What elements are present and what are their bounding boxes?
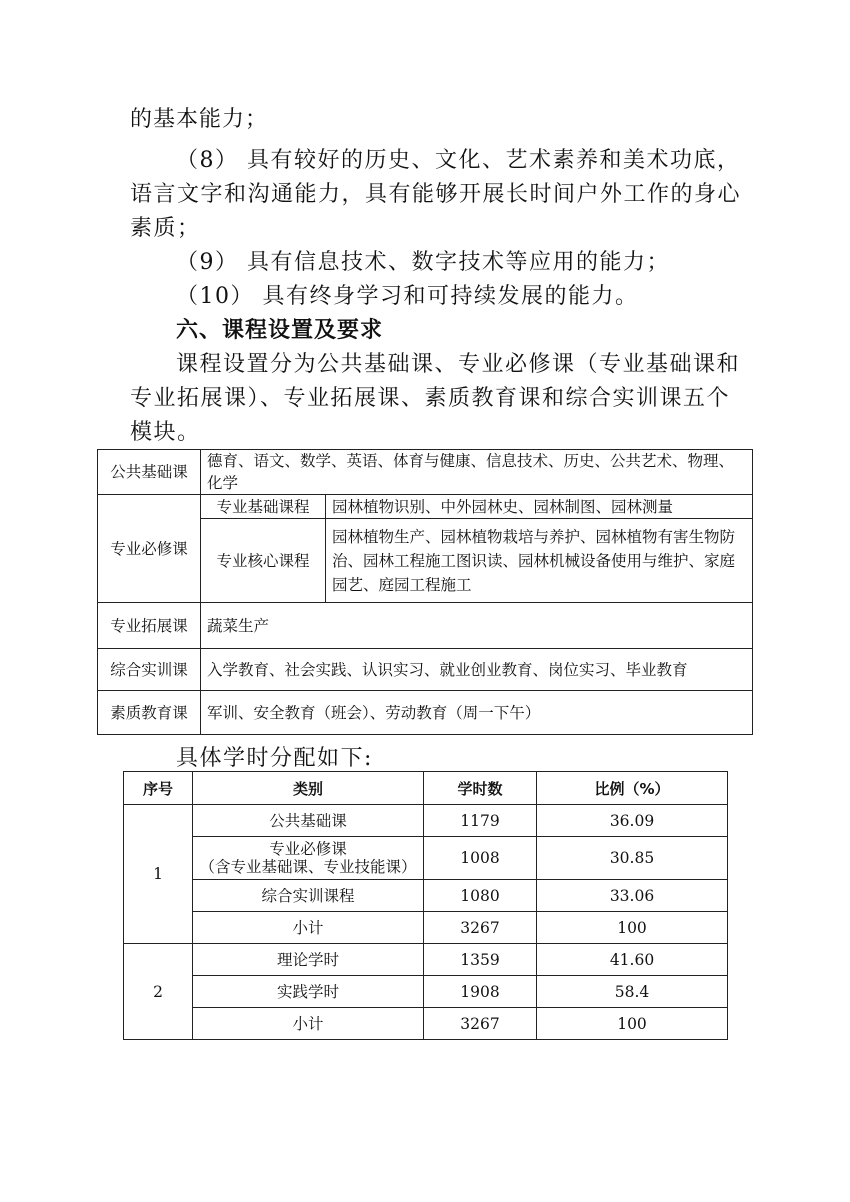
row-hours: 3267 — [424, 1008, 537, 1040]
header-ratio: 比例（%） — [537, 772, 728, 805]
row-category-required — [193, 837, 424, 880]
desc-basic: 园林植物识别、中外园林史、园林制图、园林测量 — [326, 495, 753, 519]
row-hours: 1080 — [424, 880, 537, 912]
item-8-line-1: （8） 具有较好的历史、文化、艺术素养和美术功底， — [176, 148, 741, 173]
row-category: 小计 — [193, 1008, 424, 1040]
category-quality: 素质教育课 — [98, 691, 201, 735]
table-row — [98, 649, 753, 691]
sub-basic: 专业基础课程 — [201, 495, 326, 519]
category-required: 专业必修课 — [98, 495, 201, 603]
row-category: 小计 — [193, 912, 424, 944]
item-10: （10） 具有终身学习和可持续发展的能力。 — [176, 284, 639, 309]
section-heading: 六、课程设置及要求 — [176, 318, 384, 343]
table-row — [124, 912, 728, 944]
item-8-line-3: 素质； — [130, 216, 201, 241]
table-row — [124, 805, 728, 837]
row-ratio: 58.4 — [537, 976, 728, 1008]
row-ratio: 41.60 — [537, 944, 728, 976]
item-8-line-2: 语言文字和沟通能力，具有能够开展长时间户外工作的身心 — [130, 182, 742, 207]
desc-public: 德育、语文、数学、英语、体育与健康、信息技术、历史、公共艺术、物理、化学 — [201, 450, 753, 495]
group-1-no: 1 — [124, 805, 193, 944]
table-row — [98, 495, 753, 519]
row-category: 实践学时 — [193, 976, 424, 1008]
header-row — [124, 772, 728, 805]
category-public: 公共基础课 — [98, 450, 201, 495]
required-line-1: 专业必修课 — [269, 840, 347, 858]
table-row — [98, 450, 753, 495]
desc-extension: 蔬菜生产 — [201, 603, 753, 649]
desc-quality: 军训、安全教育（班会）、劳动教育（周一下午） — [201, 691, 753, 735]
row-ratio: 100 — [537, 1008, 728, 1040]
intro-line-2: 专业拓展课）、专业拓展课、素质教育课和综合实训课五个 — [130, 386, 731, 411]
desc-core: 园林植物生产、园林植物栽培与养护、园林植物有害生物防治、园林工程施工图识读、园林机械设备使用与维护、家庭园艺、庭园工程施工 — [326, 519, 753, 603]
desc-training: 入学教育、社会实践、认识实习、就业创业教育、岗位实习、毕业教育 — [201, 649, 753, 691]
table-row — [98, 603, 753, 649]
table-row — [124, 944, 728, 976]
header-no: 序号 — [124, 772, 193, 805]
row-hours: 1359 — [424, 944, 537, 976]
table-row — [124, 976, 728, 1008]
header-hours: 学时数 — [424, 772, 537, 805]
table-row — [124, 880, 728, 912]
required-line-2: （含专业基础课、专业技能课） — [199, 858, 417, 876]
table-row — [124, 1008, 728, 1040]
hours-intro: 具体学时分配如下: — [176, 746, 373, 771]
intro-line-1: 课程设置分为公共基础课、专业必修课（专业基础课和 — [176, 352, 741, 377]
category-extension: 专业拓展课 — [98, 603, 201, 649]
row-hours: 1908 — [424, 976, 537, 1008]
table-row — [98, 691, 753, 735]
group-2-no: 2 — [124, 944, 193, 1040]
sub-core: 专业核心课程 — [201, 519, 326, 603]
table-row — [124, 837, 728, 880]
row-hours: 1008 — [424, 837, 537, 880]
row-ratio: 100 — [537, 912, 728, 944]
item-9: （9） 具有信息技术、数字技术等应用的能力； — [176, 250, 670, 275]
row-category: 理论学时 — [193, 944, 424, 976]
row-hours: 1179 — [424, 805, 537, 837]
course-module-table — [97, 449, 753, 735]
row-ratio: 33.06 — [537, 880, 728, 912]
intro-line-3: 模块。 — [130, 420, 201, 445]
row-category: 综合实训课程 — [193, 880, 424, 912]
hours-table — [123, 771, 728, 1040]
row-ratio: 36.09 — [537, 805, 728, 837]
header-category: 类别 — [193, 772, 424, 805]
row-hours: 3267 — [424, 912, 537, 944]
category-training: 综合实训课 — [98, 649, 201, 691]
para-basic-ability: 的基本能力； — [130, 107, 269, 132]
row-category: 公共基础课 — [193, 805, 424, 837]
row-ratio: 30.85 — [537, 837, 728, 880]
